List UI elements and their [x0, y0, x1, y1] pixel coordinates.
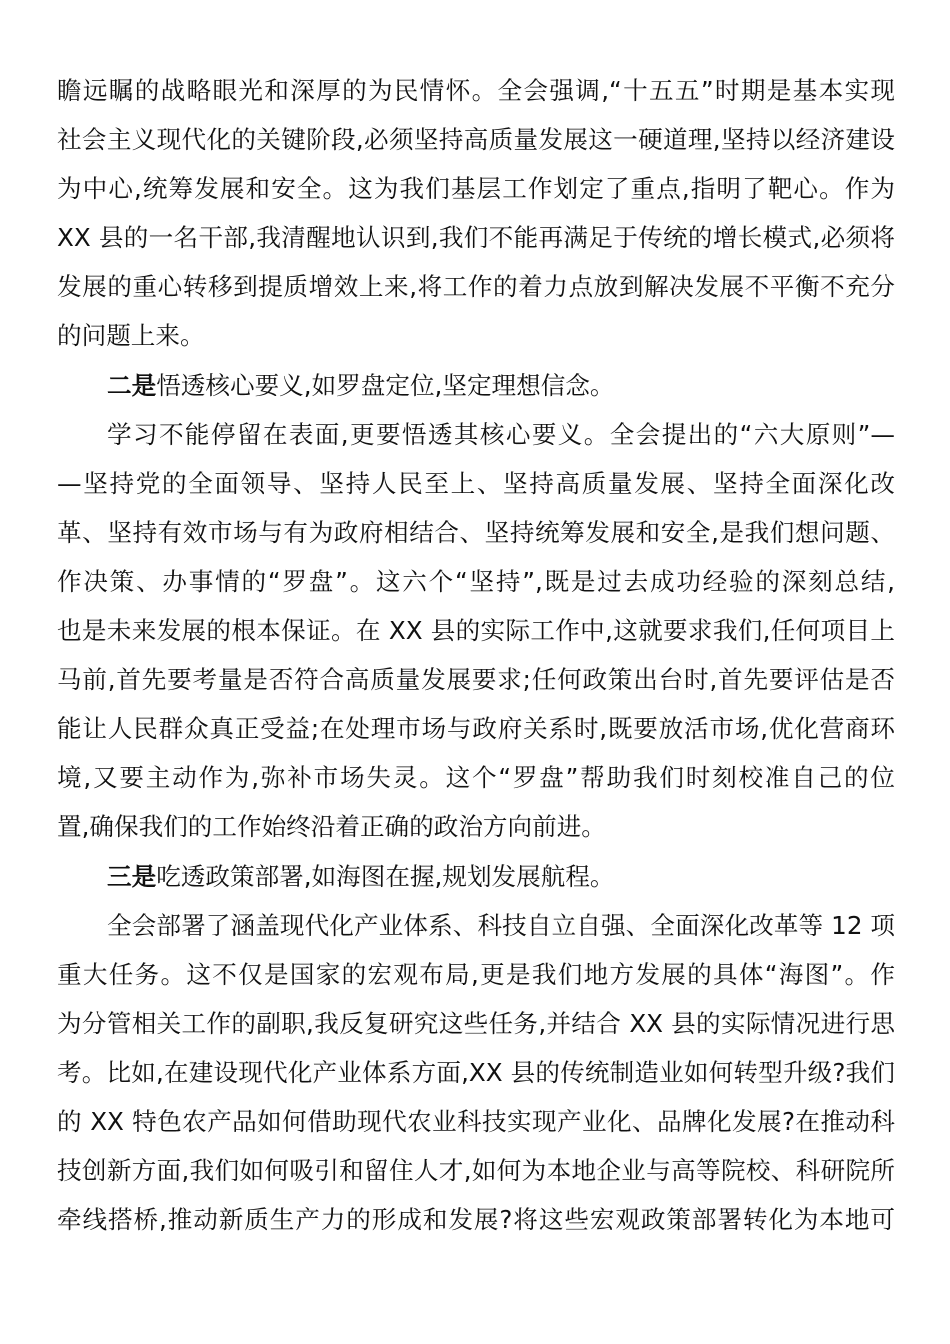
heading-lead: 三是: [107, 861, 157, 891]
text-line: 置,确保我们的工作始终沿着正确的政治方向前进。: [57, 812, 606, 842]
text-line: 为分管相关工作的副职,我反复研究这些任务,并结合 XX 县的实际情况进行思: [57, 1008, 895, 1038]
text-line: 技创新方面,我们如何吸引和留住人才,如何为本地企业与高等院校、科研院所: [57, 1156, 895, 1186]
text-line: 的 XX 特色农产品如何借助现代农业科技实现产业化、品牌化发展?在推动科: [57, 1106, 895, 1136]
text-line: 瞻远瞩的战略眼光和深厚的为民情怀。全会强调,“十五五”时期是基本实现: [57, 76, 895, 105]
text-line: —坚持党的全面领导、坚持人民至上、坚持高质量发展、坚持全面深化改: [57, 468, 895, 498]
text-line: 学习不能停留在表面,更要悟透其核心要义。全会提出的“六大原则”—: [107, 419, 895, 449]
text-line: 重大任务。这不仅是国家的宏观布局,更是我们地方发展的具体“海图”。作: [57, 959, 895, 989]
section-heading-three: [57, 852, 895, 901]
document-page: [57, 66, 895, 1244]
text-line: 牵线搭桥,推动新质生产力的形成和发展?将这些宏观政策部署转化为本地可: [57, 1205, 895, 1235]
text-line: 发展的重心转移到提质增效上来,将工作的着力点放到解决发展不平衡不充分: [57, 272, 895, 302]
text-line: 考。比如,在建设现代化产业体系方面,XX 县的传统制造业如何转型升级?我们: [57, 1057, 895, 1087]
text-line: 为中心,统筹发展和安全。这为我们基层工作划定了重点,指明了靶心。作为: [57, 174, 895, 204]
text-line: 革、坚持有效市场与有为政府相结合、坚持统筹发展和安全,是我们想问题、: [57, 517, 895, 547]
text-line: 的问题上来。: [57, 321, 205, 351]
text-line: 也是未来发展的根本保证。在 XX 县的实际工作中,这就要求我们,任何项目上: [57, 616, 895, 646]
paragraph-continuation: [57, 66, 895, 361]
section-heading-two: [57, 361, 895, 410]
text-line: 马前,首先要考量是否符合高质量发展要求;任何政策出台时,首先要评估是否: [57, 665, 895, 695]
text-line: 全会部署了涵盖现代化产业体系、科技自立自强、全面深化改革等 12 项: [107, 910, 895, 940]
heading-text: 吃透政策部署,如海图在握,规划发展航程。: [156, 861, 615, 891]
text-line: 社会主义现代化的关键阶段,必须坚持高质量发展这一硬道理,坚持以经济建设: [57, 125, 895, 155]
text-line: 能让人民群众真正受益;在处理市场与政府关系时,既要放活市场,优化营商环: [57, 714, 895, 744]
text-line: 境,又要主动作为,弥补市场失灵。这个“罗盘”帮助我们时刻校准自己的位: [57, 763, 895, 793]
paragraph-compass: [57, 410, 895, 852]
heading-text: 悟透核心要义,如罗盘定位,坚定理想信念。: [156, 370, 615, 400]
paragraph-chart: [57, 901, 895, 1245]
heading-lead: 二是: [107, 370, 157, 400]
text-line: XX 县的一名干部,我清醒地认识到,我们不能再满足于传统的增长模式,必须将: [57, 223, 895, 253]
text-line: 作决策、办事情的“罗盘”。这六个“坚持”,既是过去成功经验的深刻总结,: [57, 566, 895, 596]
